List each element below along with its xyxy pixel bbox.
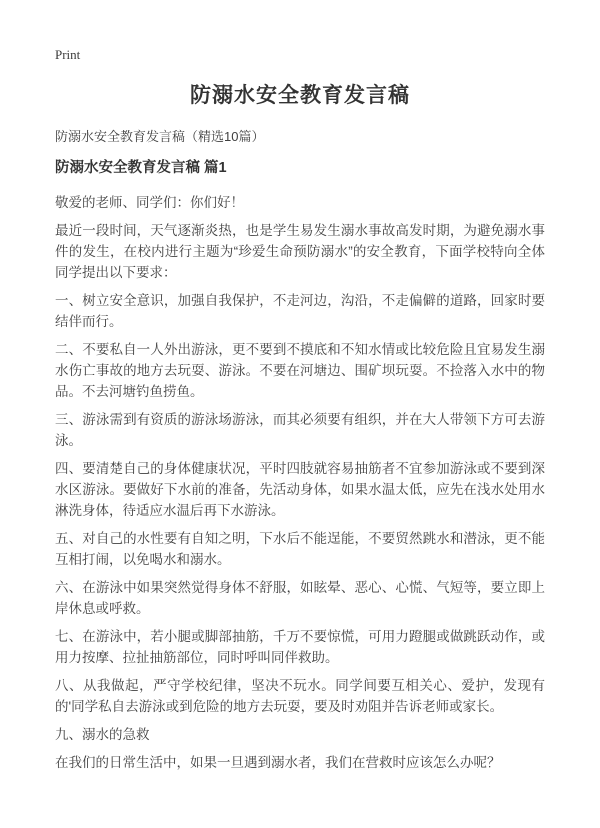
section-heading-part1: 防溺水安全教育发言稿 篇1	[55, 160, 227, 176]
paragraph-rule-1: 一、树立安全意识，加强自我保护，不走河边，沟沿，不走偏僻的道路，回家时要结伴而行。	[55, 293, 545, 329]
paragraph-rule-5: 五、对自己的水性要有自知之明，下水后不能逞能，不要贸然跳水和潜泳，更不能互相打闹，以免喝水和溺水。	[55, 531, 545, 567]
paragraph-rescue-intro: 在我们的日常生活中，如果一旦遇到溺水者，我们在营救时应该怎么办呢？	[55, 755, 501, 770]
paragraph-greeting: 敬爱的老师、同学们：你们好！	[55, 195, 244, 210]
paragraph-intro: 最近一段时间，天气逐渐炎热，也是学生易发生溺水事故高发时期，为避免溺水事件的发生，在校内进行主题为“珍爱生命预防溺水”的安全教育，下面学校特向全体同学提出以下要求：	[55, 223, 545, 280]
paragraph-rule-9-title: 九、溺水的急救	[55, 727, 150, 742]
paragraph-rule-3: 三、游泳需到有资质的游泳场游泳，而其必须要有组织，并在大人带领下方可去游泳。	[55, 412, 545, 448]
document-subtitle: 防溺水安全教育发言稿（精选10篇）	[55, 129, 265, 144]
paragraph-rule-8: 八、从我做起，严守学校纪律，坚决不玩水。同学间要互相关心、爱护，发现有的'同学私自去游泳或到危险的地方去玩耍，要及时劝阻并告诉老师或家长。	[55, 678, 545, 714]
paragraph-rule-2: 二、不要私自一人外出游泳，更不要到不摸底和不知水情或比较危险且宜易发生溺水伤亡事故的地方去玩耍、游泳。不要在河塘边、围矿坝玩耍。不捡落入水中的物品。不去河塘钓鱼捞鱼。	[55, 342, 545, 399]
print-button[interactable]: Print	[55, 47, 81, 62]
paragraph-rule-6: 六、在游泳中如果突然觉得身体不舒服，如眩晕、恶心、心慌、气短等，要立即上岸休息或呼救。	[55, 580, 545, 616]
paragraph-rule-7: 七、在游泳中，若小腿或脚部抽筋，千万不要惊慌，可用力蹬腿或做跳跃动作，或用力按摩、拉扯抽筋部位，同时呼叫同伴救助。	[55, 629, 545, 665]
document-title: 防溺水安全教育发言稿	[190, 84, 410, 107]
paragraph-rule-4: 四、要清楚自己的身体健康状况，平时四肢就容易抽筋者不宜参加游泳或不要到深水区游泳。要做好下水前的准备，先活动身体，如果水温太低，应先在浅水处用水淋洗身体，待适应水温后再下水游泳。	[55, 461, 545, 518]
